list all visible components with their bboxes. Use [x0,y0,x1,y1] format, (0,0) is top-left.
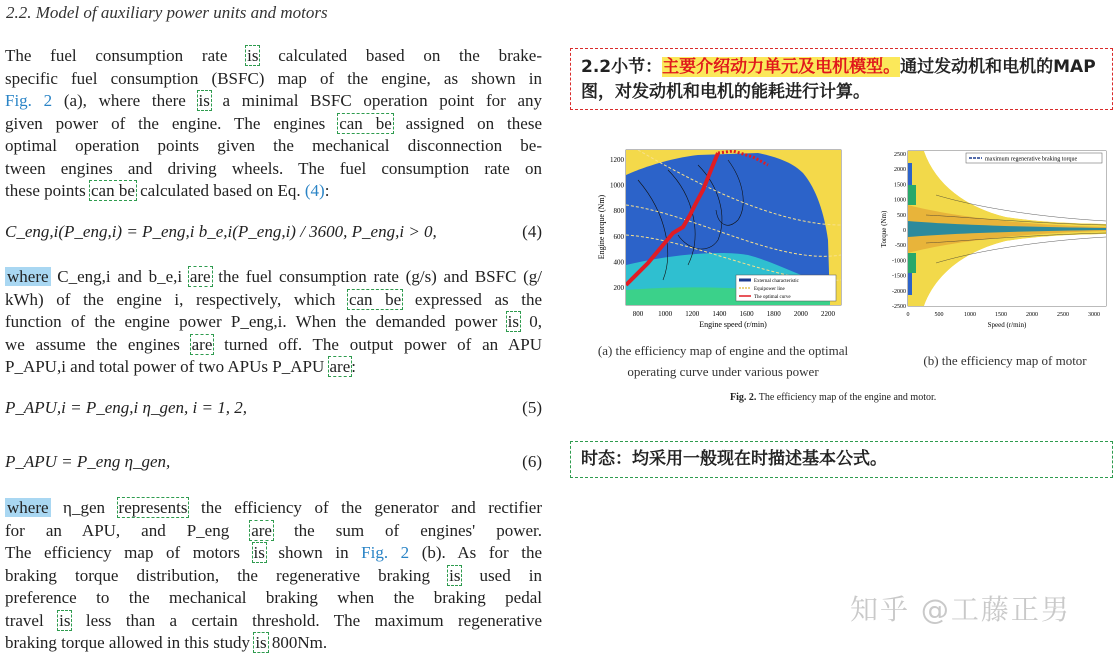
text-run: the efficiency of the generator and rectifier [188,498,543,517]
engine-map-yticks [610,156,625,292]
figure-caption-text: The efficiency map of the engine and motor. [758,392,937,403]
text-run: calculated based on Eq. [135,181,305,200]
highlighted-verb: is [247,46,259,65]
y-tick-label: 1200 [610,156,624,164]
text-line [5,68,542,91]
text-run: we assume the engines [5,334,191,354]
x-tick-label: 500 [934,312,944,318]
motor-map-xticks [907,312,1101,318]
text-run: the fuel consumption rate (g/s) and BSFC (g/ [211,267,543,286]
figure-reference-link[interactable]: Fig. 2 [5,91,53,110]
x-tick-label: 2000 [793,310,808,318]
motor-efficiency-map [876,145,1112,340]
text-run: (a), where there [52,91,198,110]
x-tick-label: 2000 [1026,312,1038,318]
text-run: optimal operation points given the mechanical disconnection be- [5,136,542,155]
note-highlight: 主要介绍动力单元及电机模型。 [662,57,901,77]
text-line [5,45,542,68]
note-prefix: 2.2小节： [581,57,663,77]
y-tick-label: -2000 [892,288,906,295]
annotation-note-tense [570,441,1113,478]
text-run: C_eng,i and b_e,i [50,267,189,286]
highlighted-where: where [7,267,49,286]
text-run: expressed as the [402,289,542,309]
motor-map-xlabel: Speed (r/min) [987,321,1027,329]
text-run: assigned on these [392,113,542,133]
y-tick-label: 400 [613,258,624,267]
y-tick-label: -2500 [892,304,906,310]
text-line [5,565,542,588]
text-run: The fuel consumption rate [5,46,247,65]
y-tick-label: 2500 [894,152,906,158]
equation-5-number: (5) [522,398,542,417]
highlighted-where: where [7,498,49,517]
equation-5 [5,398,542,418]
text-run: function of the engine power P_eng,i. When the demanded power [5,312,507,331]
highlighted-verb: can be [339,113,392,133]
text-line [5,158,542,181]
figure-reference-link[interactable]: Fig. 2 [361,543,410,562]
highlighted-verb: represents [118,498,188,517]
engine-map-xticks [633,310,836,318]
text-run: a minimal BSFC operation point for any [210,91,542,110]
engine-map-xlabel: Engine speed (r/min) [699,320,767,329]
highlighted-verb: is [253,543,265,562]
equation-6 [5,452,542,472]
highlighted-verb: can be [348,289,402,309]
figure-caption-label: Fig. 2. [730,392,757,403]
figure-2a-caption-line-2: operating curve under various power [627,364,819,379]
figure-2-caption [730,392,936,403]
figure-reference-link[interactable]: (4) [304,181,325,200]
y-tick-label: 200 [613,284,624,292]
text-line [5,334,542,357]
motor-map-yticks [892,152,906,310]
highlighted-verb: are [189,267,211,286]
equation-6-body: P_APU = P_eng η_gen, [5,452,171,471]
x-tick-label: 1600 [739,310,754,318]
y-tick-label: 0 [903,228,906,234]
y-tick-label: -1000 [892,258,906,265]
highlighted-verb: are [191,334,213,354]
highlighted-verb: are [329,357,351,376]
x-tick-label: 1000 [964,312,976,318]
paragraph-2 [5,266,542,379]
legend-label: Equipower line [754,287,785,292]
text-line [5,542,542,565]
text-run: given power of the engine. The engines [5,113,339,133]
text-run: η_gen [50,498,118,517]
section-title: 2.2. Model of auxiliary power units and motors [6,3,328,22]
y-tick-label: 500 [897,212,906,219]
x-tick-label: 0 [906,312,910,318]
paragraph-1 [5,45,542,203]
text-line [5,311,542,334]
x-tick-label: 1000 [658,310,673,318]
highlighted-verb: is [449,565,461,585]
text-line [5,587,542,610]
highlighted-verb: is [255,633,267,652]
text-line [5,610,542,633]
text-run: tween engines and driving wheels. The fuel consumption rate on [5,158,542,178]
equation-5-body: P_APU,i = P_eng,i η_gen, i = 1, 2, [5,398,247,417]
text-run: used in [461,565,542,585]
text-line [5,135,542,158]
text-line [5,266,542,289]
text-run: for an APU, and P_eng [5,520,251,540]
note-rest: 通过发动机和电机的MAP图，对发动机和电机的能耗进行计算。 [581,57,1096,102]
text-run: specific fuel consumption (BSFC) map of the engine, as shown in [5,68,542,88]
engine-map-ylabel: Engine torque (Nm) [597,194,606,260]
text-line [5,497,542,520]
y-tick-label: 1500 [894,182,906,189]
text-run: preference to the mechanical braking when the braking pedal [5,588,542,607]
legend-label: The optimal curve [754,295,791,300]
figure-2a-caption [578,340,868,382]
x-tick-label: 3000 [1088,312,1100,318]
text-run: the sum of engines' power. [272,520,542,540]
y-tick-label: 1000 [610,181,624,190]
equation-4 [5,222,542,242]
highlighted-verb: is [507,312,519,331]
text-run: travel [5,610,59,630]
y-tick-label: 1000 [894,197,906,204]
highlighted-verb: is [198,91,210,110]
text-line [5,180,542,203]
text-run: The efficiency map of motors [5,543,253,562]
engine-efficiency-map [578,145,848,340]
figure-2a-caption-line-1: (a) the efficiency map of engine and the optimal [597,343,849,358]
note-tense-text: 时态：均采用一般现在时描述基本公式。 [581,449,887,469]
text-run: less than a certain threshold. The maximum regenerative [71,610,542,630]
text-run: calculated based on the brake- [259,46,542,65]
highlighted-verb: is [59,610,71,630]
equation-4-body: C_eng,i(P_eng,i) = P_eng,i b_e,i(P_eng,i) / 3600, P_eng,i > 0, [5,222,437,241]
text-run: shown in [265,543,362,562]
x-tick-label: 1800 [766,310,781,318]
y-tick-label: -500 [895,243,906,250]
paragraph-3 [5,497,542,655]
annotation-note-summary [570,48,1113,110]
text-run: braking torque allowed in this study [5,633,255,652]
text-run: : [324,181,330,200]
y-tick-label: 600 [613,232,624,241]
x-tick-label: 1400 [712,310,727,318]
x-tick-label: 1200 [685,310,700,318]
watermark: 知乎 @工藤正男 [850,593,1071,626]
text-run: 0, [519,312,543,331]
text-line [5,113,542,136]
text-line [5,289,542,312]
text-line [5,356,542,379]
text-run: (b). As for the [409,543,542,562]
text-run: these points [5,181,90,200]
equation-4-number: (4) [522,222,542,241]
figure-2b-caption: (b) the efficiency map of motor [923,353,1087,368]
text-run: braking torque distribution, the regenerative braking [5,565,449,585]
legend-label: maximum regenerative braking torque [985,156,1078,163]
y-tick-label: -1500 [892,273,906,280]
legend-label: External characteristic [754,279,799,284]
text-run: 800Nm. [267,633,328,652]
y-tick-label: 800 [613,207,624,216]
x-tick-label: 1500 [995,312,1007,318]
motor-map-ylabel: Torque (Nm) [880,210,888,248]
text-line [5,632,542,655]
highlighted-verb: are [251,520,272,540]
x-tick-label: 2500 [1057,312,1069,318]
text-run: turned off. The output power of an APU [213,334,542,354]
x-tick-label: 2200 [821,310,835,318]
text-line [5,90,542,113]
text-run: kWh) of the engine i, respectively, which [5,289,348,309]
x-tick-label: 800 [632,310,644,318]
highlighted-verb: can be [91,181,135,200]
text-run: : [351,357,356,376]
text-run: P_APU,i and total power of two APUs P_APU [5,357,329,376]
text-line [5,520,542,543]
y-tick-label: 2000 [894,167,906,174]
equation-6-number: (6) [522,452,542,471]
